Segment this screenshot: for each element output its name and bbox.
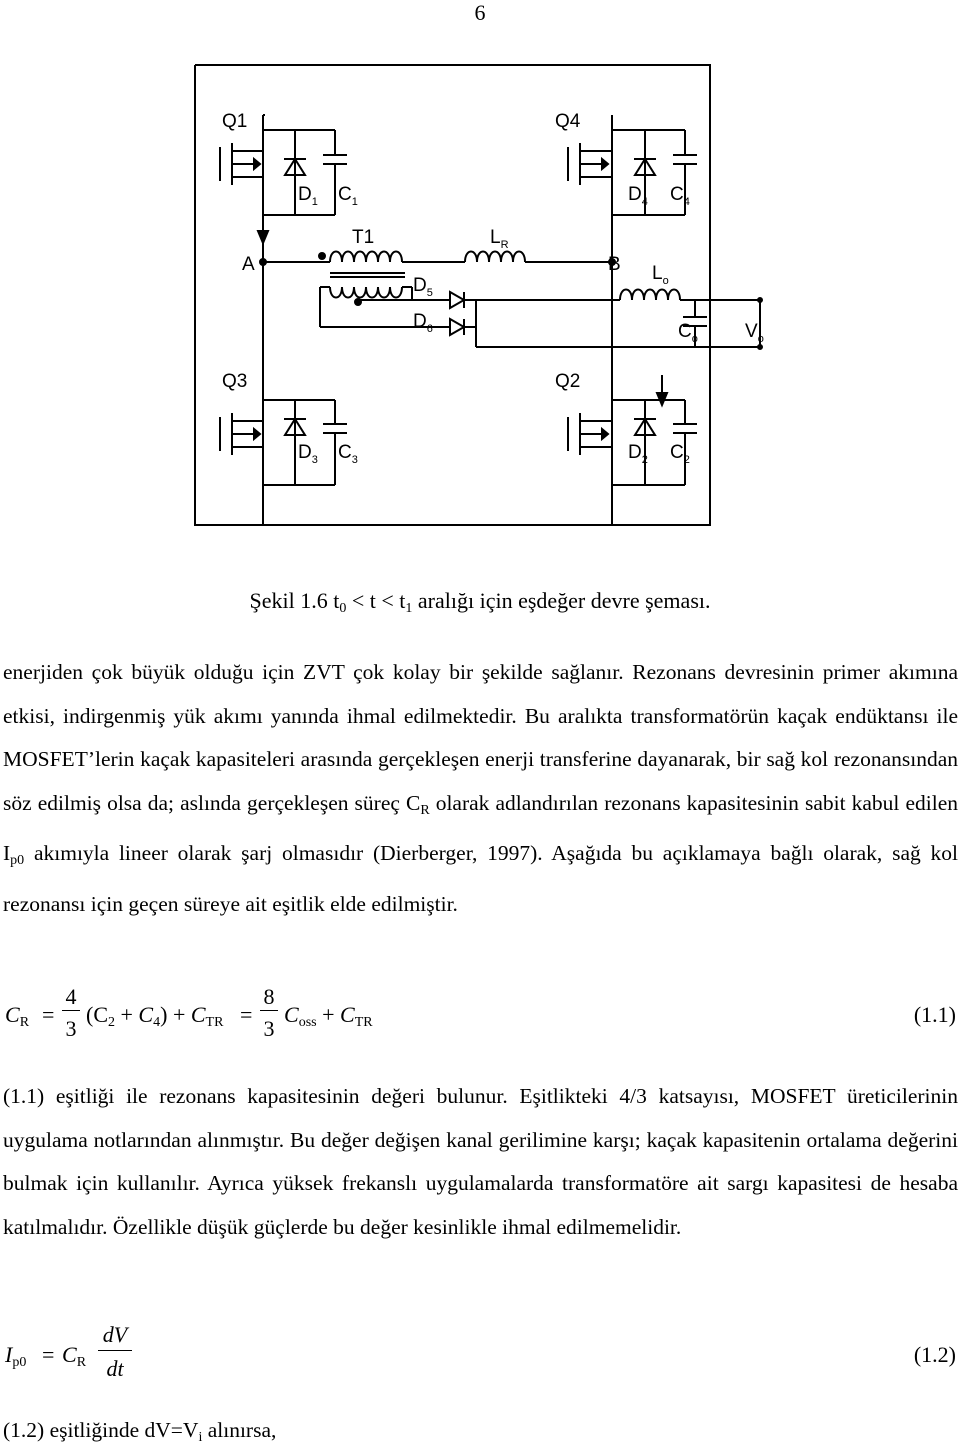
transformer-t1 [319, 252, 405, 306]
label-q2: Q2 [555, 371, 581, 392]
circuit-diagram [180, 55, 790, 535]
label-q1: Q1 [222, 111, 248, 132]
label-b: B [608, 254, 621, 275]
label-vo: $V_o$ [745, 321, 764, 345]
diode-d6 [450, 319, 464, 335]
label-q3: Q3 [222, 371, 248, 392]
mosfet-q2 [568, 413, 612, 455]
equation-number-1-1: (1.1) [913, 1002, 956, 1027]
inductor-lr [465, 252, 525, 263]
diode-d5 [450, 292, 464, 308]
node-a [260, 259, 266, 265]
equation-number-1-2: (1.2) [913, 1342, 956, 1367]
paragraph-2: (1.1) eşitliği ile rezonans kapasitesinin değeri bulunur. Eşitlikteki 4/3 katsayısı, MOSFET üreticilerinin uygulama notlarından alınmıştır. Bu değer değişen kanal gerilimine karşı; kaçak kapasitenin ortalama değerini bulmak için kullanılır. Ayrıca yüksek frekanslı uygulamalarda transformatöre ait sargı kapasitesi de hesaba katılmalıdır. Özellikle düşük güçlerde bu değer kesinlikle ihmal edilmemelidir. [3, 1084, 958, 1239]
last-line: (1.2) eşitliğinde $dV=V_i$ alınırsa, [3, 1418, 277, 1445]
label-lo: $L_o$ [652, 263, 669, 287]
label-d5: $D_5$ [413, 275, 433, 299]
inductor-lo [620, 290, 680, 301]
mosfet-q3 [220, 413, 263, 455]
paragraph-1: enerjiden çok büyük olduğu için ZVT çok kolay bir şekilde sağlanır. Rezonans devresinin primer akımına etkisi, indirgenmiş yük akımı yanında ihmal edilmektedir. Bu aralıkta transformatörün kaçak endüktansı ile MOSFET’lerin kaçak kapasiteleri arasında gerçekleşen enerji transferine dayanarak, bir sağ kol rezonansından söz edilmiş olsa da; aslında gerçekleşen süreç $C_R$ olarak adlandırılan rezonans kapasitesinin sabit kabul edilen $I_{p0}$ akımıyla lineer olarak şarj olmasıdır (Dierberger, 1997). Aşağıda bu açıklamaya bağlı olarak, sağ kol rezonansı için geçen süreye ait eşitlik elde edilmiştir. [3, 660, 958, 916]
label-d3: $D_3$ [298, 442, 318, 466]
current-arrow-a [258, 231, 268, 243]
figure-caption: Şekil 1.6 $t_0 < t < t_1$ aralığı için eşdeğer devre şeması. [249, 588, 711, 616]
label-d2: $D_2$ [628, 442, 648, 466]
label-t1: T1 [352, 227, 375, 248]
label-d4: $D_4$ [628, 184, 648, 208]
label-c4: $C_4$ [670, 184, 690, 208]
label-co: $C_o$ [678, 321, 698, 345]
equation-1-1: $C_R$ = 4 3 $(C_2 + C_4) + C_{TR}$ = 8 3 $C_{oss} + C_{TR}$ (1.1) [5, 984, 956, 1041]
label-c3: $C_3$ [338, 442, 358, 466]
mosfet-q4 [568, 143, 612, 185]
label-c1: $C_1$ [338, 184, 358, 208]
label-lr: $L_R$ [490, 227, 509, 251]
label-c2: $C_2$ [670, 442, 690, 466]
label-d1: $D_1$ [298, 184, 318, 208]
label-q4: Q4 [555, 111, 581, 132]
page-number: 6 [474, 0, 486, 25]
equation-1-2: $I_{p0}$ = $C_R$ dV dt (1.2) [5, 1322, 956, 1381]
label-a: A [242, 254, 255, 275]
label-d6: $D_6$ [413, 311, 433, 335]
